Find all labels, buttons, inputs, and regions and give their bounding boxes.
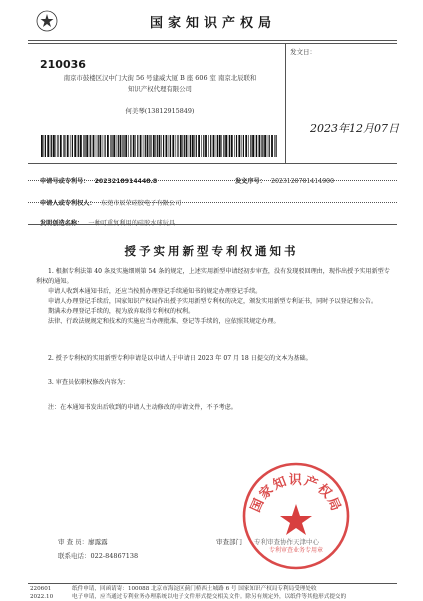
paragraph-1d: 期满未办理登记手续的，视为放弃取得专利权的权利。	[48, 308, 195, 315]
barcode-bar	[125, 135, 127, 157]
document-number: 2023120701414900	[271, 178, 335, 185]
barcode-bar	[208, 135, 209, 157]
applicant-label: 申请人或专利权人：	[40, 200, 96, 207]
field-divider-3	[28, 224, 397, 225]
barcode-bar	[262, 135, 263, 157]
barcode-bar	[180, 135, 182, 157]
application-number: 2023218914448.8	[94, 178, 158, 185]
barcode-bar	[118, 135, 119, 157]
paragraph-3: 3. 审查员依职权修改内容为：	[48, 379, 129, 386]
barcode-bar	[143, 135, 144, 157]
document-number-label: 发文序号：	[235, 178, 266, 185]
barcode-bar	[189, 135, 190, 157]
barcode-bar	[213, 135, 215, 157]
address-line-1: 南京市鼓楼区汉中门大街 56 号建威大厦 B 座 606 室 南京北辰联和	[63, 74, 257, 82]
barcode-bar	[198, 135, 200, 157]
barcode-bar	[50, 135, 51, 157]
barcode-bar	[243, 135, 244, 157]
barcode-bar	[128, 135, 129, 157]
barcode-bar	[163, 135, 164, 157]
barcode-bar	[147, 135, 149, 157]
barcode-bar	[261, 135, 262, 157]
notice-title: 授予实用新型专利权通知书	[124, 244, 299, 258]
national-emblem-icon	[36, 10, 58, 32]
barcode-bar	[201, 135, 202, 157]
barcode-bar	[45, 135, 46, 157]
invention-title-row	[40, 210, 175, 229]
barcode-bar	[157, 135, 158, 157]
paragraph-1e: 法律、行政法规规定和技术的实施应当办理批准、登记等手续的，应依照其规定办理。	[48, 318, 280, 325]
barcode-bar	[241, 135, 242, 157]
paragraph-3-block	[36, 378, 392, 388]
field-divider-1	[28, 180, 397, 181]
barcode-bar	[77, 135, 78, 157]
barcode-bar	[149, 135, 150, 157]
note: 注：在本通知书发出后收到的申请人主动修改的申请文件，不予考虑。	[48, 404, 237, 411]
examiner: 审 查 员：廖露露	[58, 538, 108, 546]
recipient-contact: 何美琴(13812915849)	[125, 107, 195, 115]
barcode-bar	[229, 135, 230, 157]
postal-code: 210036	[40, 58, 86, 71]
barcode-bar	[51, 135, 52, 157]
barcode-bar	[105, 135, 106, 157]
barcode-bar	[86, 135, 88, 157]
invention-title-label: 发明创造名称：	[40, 220, 84, 227]
barcode-bar	[223, 135, 224, 157]
barcode-bar	[210, 135, 211, 157]
barcode-bar	[203, 135, 204, 157]
barcode-bar	[153, 135, 155, 157]
barcode-bar	[228, 135, 229, 157]
applicant-name: 东莞市辰荣硅胶电子有限公司	[100, 200, 182, 207]
barcode-bar	[216, 135, 217, 157]
header-vertical-divider	[285, 43, 286, 163]
application-number-label: 申请号或专利号：	[40, 178, 90, 185]
footer-divider	[28, 583, 397, 584]
barcode-bar	[217, 135, 218, 157]
footer-line-1: 纸件申请，回函请寄：100088 北京市海淀区蓟门桥西土城路 6 号 国家知识产权局专利局受理处收	[72, 586, 317, 592]
barcode-bar	[107, 135, 109, 157]
barcode-bar	[182, 135, 183, 157]
barcode-bar	[56, 135, 57, 157]
paragraph-2: 2. 授予专利权的实用新型专利申请是以申请人于申请日 2023 年 07 月 18 日提交的文本为基础。	[48, 355, 312, 362]
footer-code-2: 2022.10	[30, 594, 54, 600]
barcode-bar	[140, 135, 142, 157]
barcode-bar	[80, 135, 82, 157]
barcode-bar	[98, 135, 99, 157]
barcode-bar	[274, 135, 275, 157]
barcode-bar	[166, 135, 168, 157]
barcode-bar	[135, 135, 136, 157]
barcode-bar	[186, 135, 188, 157]
footer-text	[72, 585, 402, 601]
barcode-bar	[78, 135, 79, 157]
footer-line-2: 电子申请，应当通过专利业务办理系统以电子文件形式提交相关文件。除另有规定外，以纸件等其他形式提交的	[72, 594, 347, 600]
barcode-bar	[89, 135, 90, 157]
svg-text:专利审查业务专用章: 专利审查业务专用章	[268, 547, 324, 554]
paragraph-1c: 申请人办理登记手续后，国家知识产权局作出授予实用新型专利权的决定，颁发实用新型专利证书，同时予以登记和公告。	[48, 298, 378, 305]
barcode-bar	[205, 135, 207, 157]
barcode-bar	[111, 135, 112, 157]
paragraph-1: 1. 根据专利法第 40 条及实施细则第 54 条的规定，上述实用新型申请经初步审查，没有发现驳回理由，现作出授予实用新型专利权的通知。	[36, 268, 390, 285]
barcode-bar	[194, 135, 195, 157]
barcode-bar	[93, 135, 95, 157]
barcode-bar	[176, 135, 177, 157]
barcode-bar	[267, 135, 268, 157]
barcode-bar	[60, 135, 62, 157]
barcode-bar	[169, 135, 170, 157]
barcode-bar	[67, 135, 69, 157]
barcode-bar	[145, 135, 146, 157]
barcode-bar	[276, 135, 277, 157]
barcode-bar	[64, 135, 65, 157]
field-divider-2	[28, 202, 397, 203]
address-line-2: 知识产权代理有限公司	[128, 85, 192, 93]
barcode-bar	[116, 135, 117, 157]
barcode-bar	[63, 135, 64, 157]
barcode-bar	[103, 135, 104, 157]
barcode-bar	[123, 135, 124, 157]
application-number-row	[40, 168, 157, 187]
send-date-label: 发文日：	[290, 48, 316, 56]
barcode-bar	[250, 135, 251, 157]
note-block	[36, 403, 392, 413]
barcode-bar	[150, 135, 151, 157]
barcode-bar	[130, 135, 131, 157]
department-name: 专利审查协作天津中心	[254, 538, 319, 546]
barcode-bar	[110, 135, 111, 157]
barcode-bar	[83, 135, 84, 157]
barcode-bar	[221, 135, 222, 157]
header-bottom-divider	[28, 163, 397, 164]
barcode-bar	[74, 135, 76, 157]
barcode-bar	[259, 135, 261, 157]
barcode-bar	[122, 135, 123, 157]
footer-codes	[30, 585, 53, 601]
barcode-bar	[90, 135, 91, 157]
top-divider-2	[28, 43, 397, 44]
barcode-bar	[177, 135, 178, 157]
barcode-bar	[255, 135, 256, 157]
notice-body	[36, 267, 392, 327]
recipient-address	[40, 73, 280, 95]
send-date: 2023年12月07日	[310, 122, 399, 135]
barcode-bar	[245, 135, 247, 157]
invention-title: 一种可重复利用的硅胶水球玩具	[88, 220, 176, 227]
barcode-bar	[225, 135, 227, 157]
barcode-bar	[100, 135, 102, 157]
barcode-bar	[120, 135, 122, 157]
barcode-bar	[264, 135, 266, 157]
barcode-bar	[252, 135, 254, 157]
agency-name: 国家知识产权局	[150, 16, 277, 31]
barcode-bar	[236, 135, 237, 157]
barcode-bar	[133, 135, 135, 157]
paragraph-1b: 申请人收到本通知书后，还应当按照办理登记手续通知书的规定办理登记手续。	[48, 288, 262, 295]
barcode-bar	[172, 135, 174, 157]
barcode-bar	[155, 135, 156, 157]
barcode-bar	[238, 135, 240, 157]
barcode-bar	[190, 135, 191, 157]
barcode-bar	[269, 135, 270, 157]
barcode-bar	[192, 135, 194, 157]
barcode-bar	[170, 135, 171, 157]
barcode-bar	[248, 135, 249, 157]
barcode-bar	[219, 135, 221, 157]
applicant-row	[40, 190, 181, 209]
official-seal	[240, 460, 352, 572]
top-divider	[28, 40, 397, 41]
barcode-bar	[84, 135, 85, 157]
barcode-bar	[161, 135, 162, 157]
paragraph-2-block	[36, 354, 392, 364]
svg-text:国家知识产权局: 国家知识产权局	[248, 473, 344, 515]
barcode-bar	[70, 135, 71, 157]
barcode-bar	[184, 135, 185, 157]
department-label: 审查部门	[216, 538, 242, 546]
barcode-bar	[234, 135, 235, 157]
barcode-bar	[137, 135, 138, 157]
barcode-bar	[41, 135, 43, 157]
barcode-bar	[113, 135, 115, 157]
barcode-bar	[159, 135, 161, 157]
barcode-bar	[53, 135, 55, 157]
barcode-bar	[47, 135, 49, 157]
barcode-bar	[196, 135, 197, 157]
barcode	[41, 135, 277, 157]
barcode-bar	[57, 135, 58, 157]
barcode-bar	[72, 135, 73, 157]
footer-code-1: 220601	[30, 586, 52, 592]
barcode-bar	[231, 135, 233, 157]
examiner-phone: 联系电话：022-84867138	[58, 552, 139, 560]
barcode-bar	[271, 135, 273, 157]
document-number-row	[235, 168, 334, 187]
barcode-bar	[256, 135, 257, 157]
barcode-bar	[96, 135, 97, 157]
barcode-bar	[44, 135, 45, 157]
